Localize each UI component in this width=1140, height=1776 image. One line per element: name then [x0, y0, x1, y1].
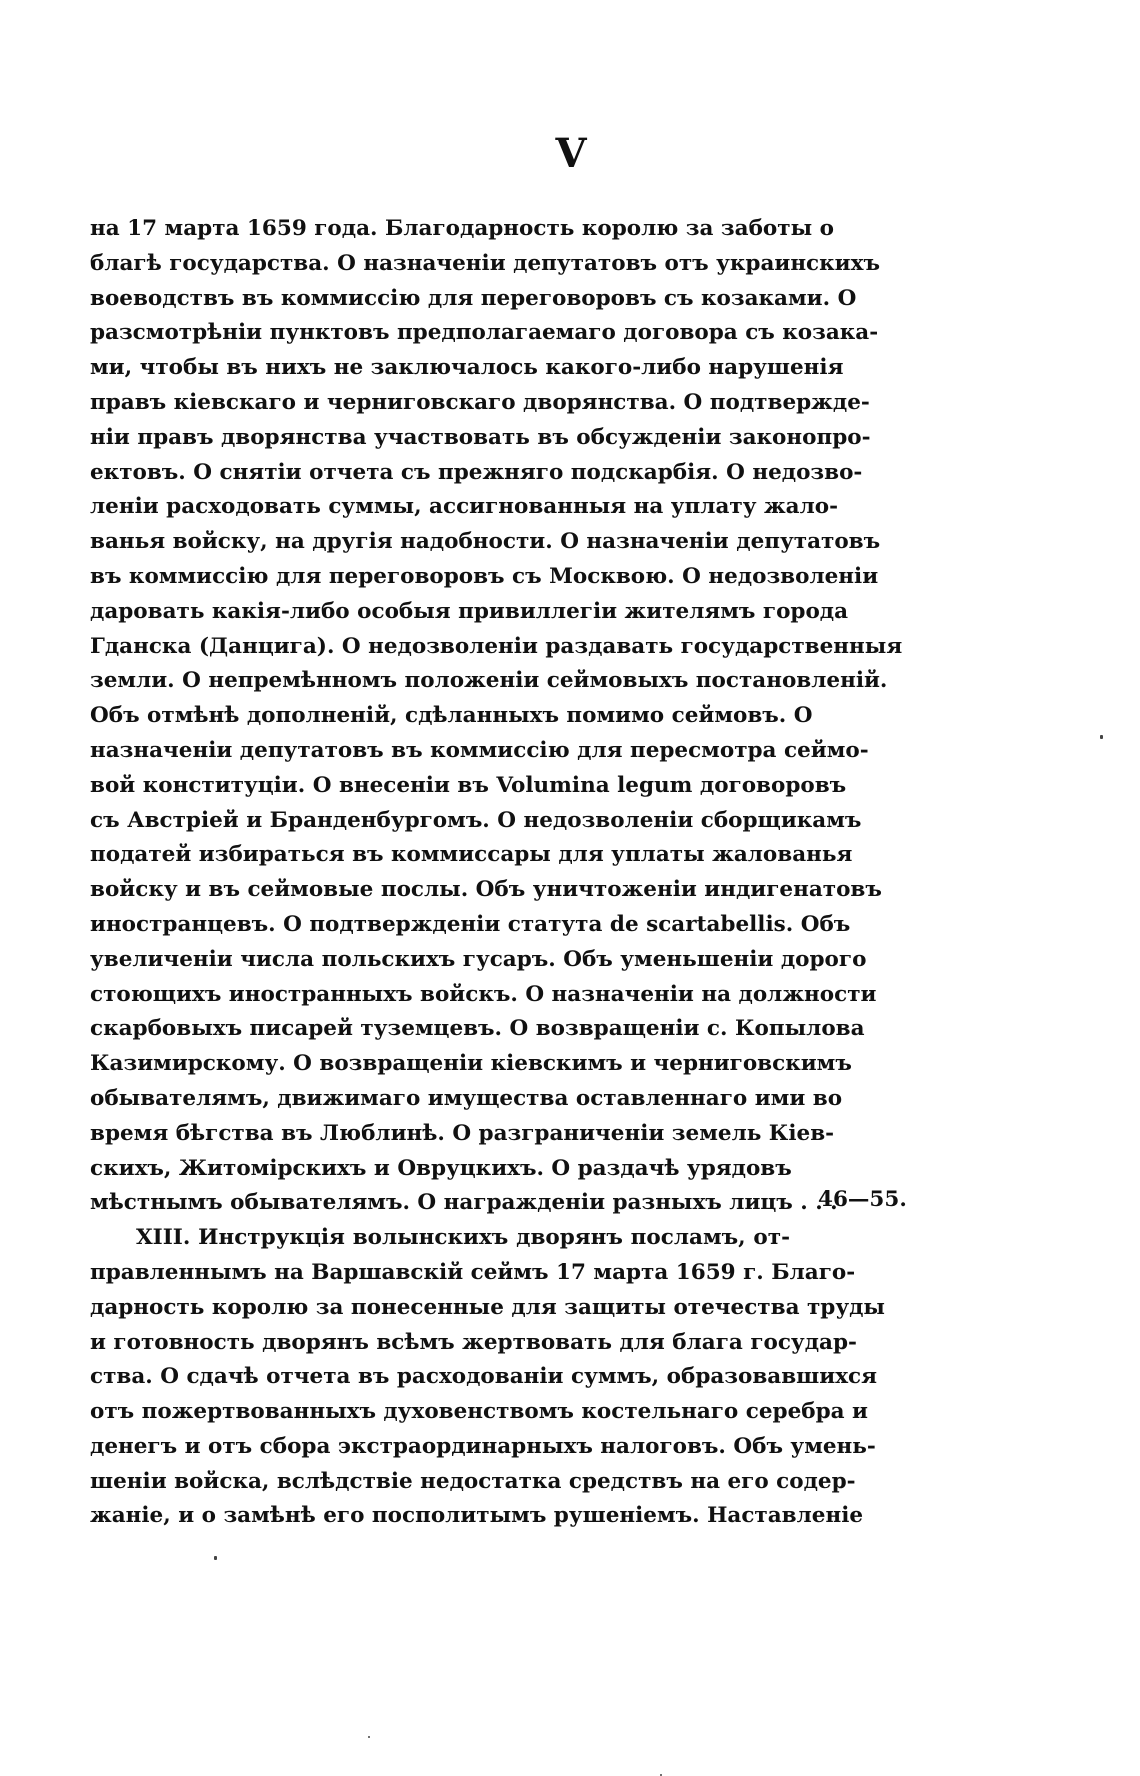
text-line: на 17 марта 1659 года. Благодарность королю за заботы о [90, 216, 834, 241]
text-line: съ Австріей и Бранденбургомъ. О недозволеніи сборщикамъ [90, 807, 862, 833]
text-line: земли. О непремѣнномъ положеніи сеймовыхъ постановленій. [90, 668, 888, 694]
text-line: увеличеніи числа польскихъ гусаръ. Объ уменьшеніи дорого [90, 946, 867, 972]
text-line: обывателямъ, движимаго имущества оставленнаго ими во [90, 1085, 843, 1111]
page-range-reference: 46—55. [818, 1187, 907, 1212]
scan-speck [214, 1556, 217, 1560]
text-line: ванья войску, на другія надобности. О назначеніи депутатовъ [90, 529, 881, 555]
text-line: разсмотрѣніи пунктовъ предполагаемаго договора съ козака- [90, 320, 879, 346]
text-line: вой конституціи. О внесеніи въ Volumina legum договоровъ [90, 772, 847, 798]
text-line: назначеніи депутатовъ въ коммиссію для пересмотра сеймо- [90, 737, 869, 763]
scan-speck [1100, 735, 1103, 739]
text-line: податей избираться въ коммиссары для уплаты жалованья [90, 842, 853, 868]
text-line: стоющихъ иностранныхъ войскъ. О назначеніи на должности [90, 981, 877, 1007]
text-line: ектовъ. О снятіи отчета съ прежняго подскарбія. О недозво- [90, 459, 863, 485]
text-line: леніи расходовать суммы, ассигнованныя на уплату жало- [90, 494, 839, 520]
text-line: ми, чтобы въ нихъ не заключалось какого-либо нарушенія [90, 355, 844, 381]
text-line: ніи правъ дворянства участвовать въ обсужденіи законопро- [90, 424, 871, 450]
text-line: ства. О сдачѣ отчета въ расходованіи суммъ, образовавшихся [90, 1364, 878, 1390]
text-line: отъ пожертвованныхъ духовенствомъ костельнаго серебра и [90, 1399, 868, 1425]
text-line: правъ кіевскаго и черниговскаго дворянства. О подтвержде- [90, 389, 870, 415]
scan-speck [368, 1736, 370, 1738]
text-line: благѣ государства. О назначеніи депутатовъ отъ украинскихъ [90, 250, 880, 276]
text-line: войску и въ сеймовые послы. Объ уничтоженіи индигенатовъ [90, 877, 882, 903]
text-line: денегъ и отъ сбора экстраординарныхъ налоговъ. Объ умень- [90, 1433, 876, 1459]
text-line: Гданска (Данцига). О недозволеніи раздавать государственныя [90, 633, 903, 659]
text-line: и готовность дворянъ всѣмъ жертвовать для блага государ- [90, 1329, 857, 1355]
text-line: въ коммиссію для переговоровъ съ Москвою. О недозволеніи [90, 563, 879, 589]
text-line: Казимирскому. О возвращеніи кіевскимъ и черниговскимъ [90, 1051, 852, 1077]
text-line: скарбовыхъ писарей туземцевъ. О возвращеніи с. Копылова [90, 1016, 865, 1042]
text-line: шеніи войска, вслѣдствіе недостатка средствъ на его содер- [90, 1468, 856, 1494]
text-line: жаніе, и о замѣнѣ его посполитымъ рушеніемъ. Наставленіе [90, 1503, 864, 1529]
text-line: скихъ, Житомірскихъ и Овруцкихъ. О раздачѣ урядовъ [90, 1155, 792, 1181]
page-number: V [555, 130, 585, 177]
text-line: время бѣгства въ Люблинѣ. О разграниченіи земель Кіев- [90, 1120, 835, 1146]
text-line: даровать какія-либо особыя привиллегіи жителямъ города [90, 598, 849, 624]
text-line: мѣстнымъ обывателямъ. О награжденіи разныхъ лицъ . . . [90, 1190, 838, 1216]
text-line: воеводствъ въ коммиссію для переговоровъ съ козаками. О [90, 285, 857, 311]
section-heading-line: XIII. Инструкція волынскихъ дворянъ посламъ, от- [136, 1225, 790, 1251]
text-line: правленнымъ на Варшавскій сеймъ 17 марта 1659 г. Благо- [90, 1259, 856, 1285]
text-line: иностранцевъ. О подтвержденіи статута de scartabellis. Объ [90, 911, 851, 937]
text-line: Объ отмѣнѣ дополненій, сдѣланныхъ помимо сеймовъ. О [90, 703, 813, 729]
text-line: дарность королю за понесенные для защиты отечества труды [90, 1294, 885, 1320]
